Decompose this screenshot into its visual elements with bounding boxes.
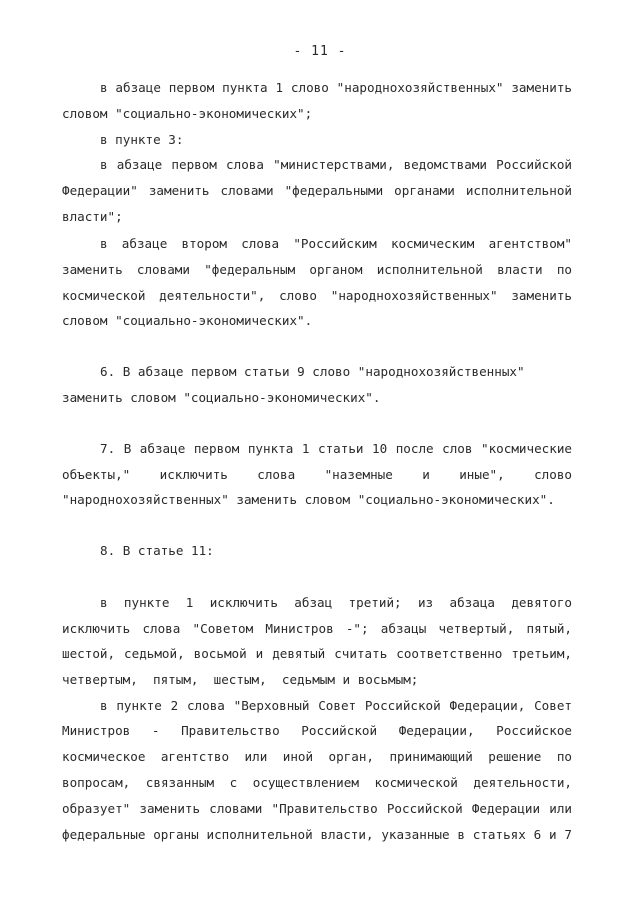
text-line: 6. В абзаце первом статьи 9 слово "народнохозяйственных": [100, 364, 525, 379]
text-line: космическое агентство или иной орган, принимающий решение по: [62, 749, 572, 764]
text-line: объекты," исключить слова "наземные и иные", слово: [62, 467, 572, 482]
text-line: в абзаце втором слова "Российским космическим агентством": [100, 236, 572, 251]
text-line: в пункте 2 слова "Верховный Совет Российской Федерации, Совет: [100, 698, 572, 713]
text-line: словом "социально-экономических";: [62, 106, 313, 121]
text-line: образует" заменить словами "Правительство Российской Федерации или: [62, 801, 572, 816]
text-line: власти";: [62, 209, 123, 224]
text-line: космической деятельности", слово "народнохозяйственных" заменить: [62, 288, 572, 303]
text-line: Федерации" заменить словами "федеральными органами исполнительной: [62, 183, 572, 198]
text-line: "народнохозяйственных" заменить словом "социально-экономических".: [62, 492, 555, 507]
text-line: в пункте 3:: [100, 132, 184, 147]
text-line: 8. В статье 11:: [100, 543, 214, 558]
text-line: Министров - Правительство Российской Федерации, Российское: [62, 723, 572, 738]
text-line: 7. В абзаце первом пункта 1 статьи 10 после слов "космические: [100, 441, 572, 456]
text-line: заменить словом "социально-экономических".: [62, 390, 381, 405]
text-line: заменить словами "федеральным органом исполнительной власти по: [62, 262, 572, 277]
text-line: в пункте 1 исключить абзац третий; из абзаца девятого: [100, 595, 572, 610]
page-number: - 11 -: [293, 44, 347, 59]
text-line: в абзаце первом пункта 1 слово "народнохозяйственных" заменить: [100, 80, 572, 95]
text-line: шестой, седьмой, восьмой и девятый считать соответственно третьим,: [62, 646, 572, 661]
text-line: федеральные органы исполнительной власти, указанные в статьях 6 и 7: [62, 827, 572, 842]
text-line: исключить слова "Советом Министров -"; абзацы четвертый, пятый,: [62, 621, 572, 636]
text-line: в абзаце первом слова "министерствами, ведомствами Российской: [100, 157, 572, 172]
text-line: вопросам, связанным с осуществлением космической деятельности,: [62, 775, 572, 790]
text-line: словом "социально-экономических".: [62, 313, 313, 328]
text-line: четвертым, пятым, шестым, седьмым и восьмым;: [62, 672, 419, 687]
